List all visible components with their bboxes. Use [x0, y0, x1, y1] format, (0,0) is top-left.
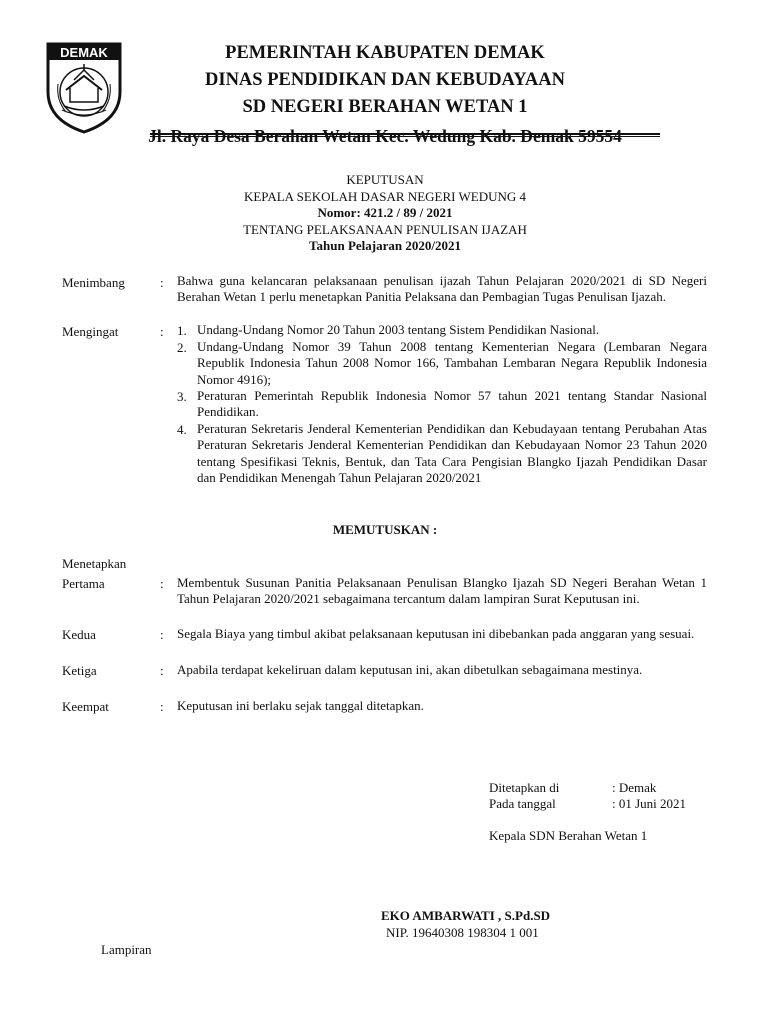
decision-colon: : [160, 699, 164, 714]
mengingat-item-number: 2. [177, 340, 187, 355]
mengingat-item-text: Undang-Undang Nomor 20 Tahun 2003 tentang Sistem Pendidikan Nasional. [197, 322, 600, 337]
government-name: PEMERINTAH KABUPATEN DEMAK [225, 43, 545, 63]
decision-label: Pertama [62, 576, 105, 591]
mengingat-item-number: 4. [177, 422, 187, 437]
decision-colon: : [160, 663, 164, 678]
mengingat-item-number: 3. [177, 389, 187, 404]
attachment-label: Lampiran [101, 942, 152, 957]
mengingat-item-number: 1. [177, 323, 187, 338]
signatory-position: Kepala SDN Berahan Wetan 1 [489, 828, 648, 843]
menimbang-label: Menimbang [62, 275, 125, 290]
department-name: DINAS PENDIDIKAN DAN KEBUDAYAAN [205, 70, 565, 90]
decision-text: Segala Biaya yang timbul akibat pelaksanaan keputusan ini dibebankan pada anggaran yang sesuai. [177, 626, 695, 641]
place-value: : Demak [612, 780, 657, 795]
letterhead-divider [150, 133, 660, 135]
decision-text: Apabila terdapat kekeliruan dalam keputusan ini, akan dibetulkan sebagaimana mestinya. [177, 662, 643, 677]
emblem-shield-icon [44, 40, 124, 136]
school-name: SD NEGERI BERAHAN WETAN 1 [242, 97, 528, 117]
letterhead-divider-thin [150, 136, 660, 137]
decree-subject: TENTANG PELAKSANAAN PENULISAN IJAZAH [243, 221, 527, 237]
menimbang-colon: : [160, 275, 164, 290]
decision-label: Keempat [62, 699, 109, 714]
decision-colon: : [160, 576, 164, 591]
place-label: Ditetapkan di [489, 780, 560, 795]
mengingat-label: Mengingat [62, 324, 119, 339]
decree-school-year: Tahun Pelajaran 2020/2021 [309, 238, 461, 253]
mengingat-item-text: Peraturan Pemerintah Republik Indonesia Nomor 57 tahun 2021 tentang Standar Nasional Pendidikan. [197, 388, 707, 420]
decree-number: Nomor: 421.2 / 89 / 2021 [317, 205, 453, 220]
decision-label: Kedua [62, 627, 96, 642]
memutuskan-heading: MEMUTUSKAN : [332, 522, 438, 537]
mengingat-item-text: Peraturan Sekretaris Jenderal Kementerian Pendidikan dan Kebudayaan tentang Perubahan Atas Peraturan Sekretaris Jenderal Kementerian Pendidikan dan Kebudayaan Nomor 23 Tahun 2020 tentang Spesifikasi Teknis, Bentuk, dan Tata Cara Pengisian Blangko Ijazah Pendidikan Dasar dan Pendidikan Menengah Tahun Pelajaran 2020/2021 [197, 421, 707, 485]
menetapkan-label: Menetapkan [62, 556, 127, 571]
decision-text: Membentuk Susunan Panitia Pelaksanaan Penulisan Blangko Ijazah SD Negeri Berahan Wetan 1 Tahun Pelajaran 2020/2021 sebagaimana tercantum dalam lampiran Surat Keputusan ini. [177, 575, 707, 607]
signatory-name: EKO AMBARWATI , S.Pd.SD [381, 908, 551, 923]
demak-regency-emblem [44, 40, 124, 136]
menimbang-text: Bahwa guna kelancaran pelaksanaan penulisan ijazah Tahun Pelajaran 2020/2021 di SD Negeri Berahan Wetan 1 perlu menetapkan Panitia Pelaksana dan Pembagian Tugas Penulisan Ijazah. [177, 273, 707, 305]
decree-issuer: KEPALA SEKOLAH DASAR NEGERI WEDUNG 4 [243, 188, 527, 204]
decree-title: KEPUTUSAN [346, 172, 424, 187]
letterhead [130, 40, 640, 148]
date-label: Pada tanggal [489, 796, 556, 811]
date-value: : 01 Juni 2021 [612, 796, 687, 811]
decree-header [130, 172, 640, 255]
mengingat-item-text: Undang-Undang Nomor 39 Tahun 2008 tentang Kementerian Negara (Lembaran Negara Republik Indonesia Tahun 2008 Nomor 166, Tambahan Lembaran Negara Republik Indonesia Nomor 4916); [197, 339, 707, 387]
emblem-label: DEMAK [60, 45, 108, 60]
decision-text: Keputusan ini berlaku sejak tanggal ditetapkan. [177, 698, 424, 713]
decision-label: Ketiga [62, 663, 97, 678]
signatory-nip: NIP. 19640308 198304 1 001 [386, 925, 539, 940]
decision-colon: : [160, 627, 164, 642]
mengingat-colon: : [160, 324, 164, 339]
